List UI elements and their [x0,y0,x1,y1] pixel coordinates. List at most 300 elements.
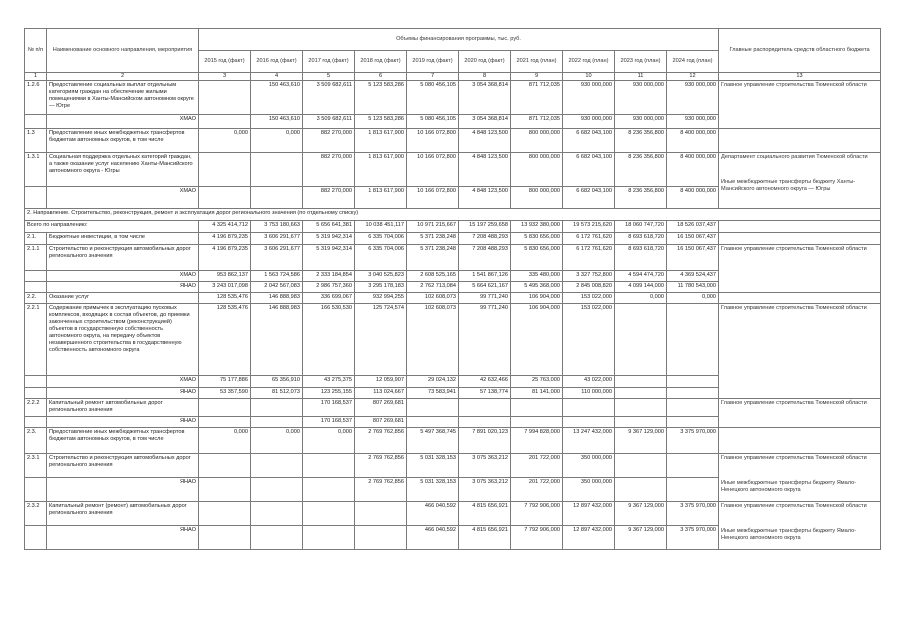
manager-cell [719,244,881,292]
value-cell [615,303,667,375]
document-page [24,28,880,550]
value-cell: 29 024,132 [407,375,459,387]
value-cell: 110 000,000 [563,387,615,398]
header-year: 2019 год (факт) [407,51,459,73]
value-cell: 99 771,240 [459,292,511,303]
value-cell: 2 769 762,856 [355,427,407,453]
value-cell: 170 168,537 [303,416,355,427]
value-cell: 6 682 043,100 [563,152,615,186]
value-cell [199,80,251,114]
value-cell: 6 682 043,100 [563,128,615,152]
value-cell [303,525,355,549]
table-row [25,80,881,114]
column-number: 11 [615,73,667,81]
row-number: 2.1.1 [25,244,47,270]
value-cell: 4 196 879,235 [199,232,251,244]
row-number [25,375,47,387]
value-cell [251,477,303,501]
value-cell: 4 099 144,000 [615,281,667,292]
value-cell: 5 031 328,153 [407,477,459,501]
value-cell [199,525,251,549]
manager-cell [719,80,881,128]
value-cell: 3 040 525,823 [355,270,407,281]
header-financing: Объемы финансирования программы, тыс. руб. [199,29,719,51]
row-number: 1.2.6 [25,80,47,114]
value-cell: 882 270,000 [303,152,355,186]
value-cell: 6 172 761,620 [563,244,615,270]
header-manager: Главные распорядитель средств областного бюджета [719,29,881,73]
value-cell: 1 813 617,900 [355,128,407,152]
manager-text: Главное управление строительства Тюменской области [721,502,867,509]
row-number [25,186,47,208]
value-cell: 807 269,681 [355,398,407,416]
table-row [25,398,881,416]
value-cell: 123 255,155 [303,387,355,398]
value-cell: 5 123 583,286 [355,80,407,114]
value-cell: 7 208 488,293 [459,232,511,244]
value-cell: 350 000,000 [563,453,615,477]
manager-text: Департамент социального развития Тюменской области [721,153,868,160]
value-cell: 8 400 000,000 [667,152,719,186]
value-cell: 4 815 656,921 [459,525,511,549]
value-cell: 466 040,592 [407,501,459,525]
value-cell: 0,000 [303,427,355,453]
value-cell: 81 141,000 [511,387,563,398]
row-number: 1.3.1 [25,152,47,186]
column-number: 5 [303,73,355,81]
value-cell: 2 762 713,084 [407,281,459,292]
value-cell: 12 897 432,000 [563,501,615,525]
value-cell [407,416,459,427]
value-cell [407,398,459,416]
value-cell [563,416,615,427]
row-name: Строительство и реконструкция автомобильных дорог регионального значения [47,244,199,270]
manager-text: Главное управление строительства Тюменской области [721,245,867,252]
table-row [25,244,881,270]
value-cell [303,501,355,525]
value-cell [251,186,303,208]
header-year: 2015 год (факт) [199,51,251,73]
value-cell: 0,000 [615,292,667,303]
header-year: 2022 год (план) [563,51,615,73]
column-number: 13 [719,73,881,81]
manager-cell [719,292,881,303]
value-cell [667,303,719,375]
row-number: 2.2.2 [25,398,47,416]
value-cell: 6 335 704,006 [355,244,407,270]
value-cell: 0,000 [251,427,303,453]
value-cell [199,152,251,186]
row-name: Капитальный ремонт автомобильных дорог регионального значения [47,398,199,416]
value-cell: 153 022,000 [563,292,615,303]
value-cell: 4 369 524,437 [667,270,719,281]
value-cell: 11 780 543,000 [667,281,719,292]
table-row [25,128,881,152]
value-cell: 4 848 123,500 [459,128,511,152]
row-name: Предоставление иных межбюджетных трансфертов бюджетам автономных округов, в том числе [47,427,199,453]
value-cell: 42 632,466 [459,375,511,387]
manager-text: Иные межбюджетные трансферты бюджету Ямало-Ненецкого автономного округа [721,527,857,541]
value-cell: 5 080 456,105 [407,114,459,128]
row-name: Предоставление иных межбюджетных трансфертов бюджетам автономных округов, в том числе [47,128,199,152]
manager-cell [719,398,881,427]
value-cell: 1 541 867,126 [459,270,511,281]
column-number: 12 [667,73,719,81]
value-cell: 166 530,530 [303,303,355,375]
row-number: 2.3.2 [25,501,47,525]
value-cell: 6 172 761,620 [563,232,615,244]
row-number: 2.3.1 [25,453,47,477]
column-number: 4 [251,73,303,81]
value-cell: 73 583,941 [407,387,459,398]
header-year: 2017 год (факт) [303,51,355,73]
value-cell: 953 862,137 [199,270,251,281]
table-row [25,501,881,525]
section-row [25,208,881,220]
total-label: Всего по направлению: [25,220,199,232]
value-cell: 4 848 123,500 [459,152,511,186]
value-cell: 5 497 368,745 [407,427,459,453]
value-cell: 8 236 356,800 [615,128,667,152]
value-cell: 3 509 682,611 [303,114,355,128]
value-cell: 3 606 291,677 [251,232,303,244]
value-cell: 12 059,907 [355,375,407,387]
region-code: ЯНАО [47,387,199,398]
row-name: Бюджетные инвестиции, в том числе [47,232,199,244]
value-cell: 5 031 328,153 [407,453,459,477]
table-row [25,453,881,477]
value-cell: 102 608,073 [407,303,459,375]
header-year: 2023 год (план) [615,51,667,73]
column-number: 7 [407,73,459,81]
value-cell: 1 813 617,900 [355,186,407,208]
region-code: ЯНАО [47,525,199,549]
value-cell [355,501,407,525]
value-cell [667,398,719,416]
row-name: Содержание примычек в эксплуатацию пусковых комплексов, входящих в состав объектов, до приемки законченных строительством (реконструкцией) объектов в государственную собственность автономного округа, на передачу объектов незавершенного строительства в государственную собственность автономного округа [47,303,199,375]
value-cell: 8 693 618,720 [615,232,667,244]
value-cell: 150 463,610 [251,114,303,128]
row-name: Строительство и реконструкция автомобильных дорог регионального значения [47,453,199,477]
value-cell: 2 845 008,820 [563,281,615,292]
value-cell: 43 275,375 [303,375,355,387]
value-cell [667,477,719,501]
value-cell: 932 994,255 [355,292,407,303]
value-cell: 113 024,667 [355,387,407,398]
value-cell: 3 375 970,000 [667,427,719,453]
value-cell: 146 888,983 [251,292,303,303]
value-cell [667,387,719,398]
value-cell: 10 166 072,800 [407,128,459,152]
value-cell: 102 608,073 [407,292,459,303]
row-number: 1.3 [25,128,47,152]
row-name: Оказание услуг [47,292,199,303]
header-name: Наименование основного направления, мероприятия [47,29,199,73]
value-cell: 5 371 238,248 [407,244,459,270]
value-cell: 9 367 129,000 [615,525,667,549]
value-cell [199,453,251,477]
value-cell: 930 000,000 [563,114,615,128]
header-year: 2021 год (план) [511,51,563,73]
region-code: ЯНАО [47,281,199,292]
value-cell: 18 060 747,720 [615,220,667,232]
value-cell: 3 075 363,212 [459,453,511,477]
value-cell: 0,000 [199,427,251,453]
table-row [25,303,881,375]
value-cell: 53 357,590 [199,387,251,398]
manager-cell [719,501,881,549]
region-code: ХМАО [47,270,199,281]
value-cell: 8 400 000,000 [667,128,719,152]
value-cell [667,416,719,427]
value-cell: 25 763,000 [511,375,563,387]
value-cell: 106 904,000 [511,303,563,375]
value-cell: 3 075 363,212 [459,477,511,501]
column-number: 10 [563,73,615,81]
value-cell: 930 000,000 [667,114,719,128]
value-cell: 13 932 380,000 [511,220,563,232]
value-cell: 153 022,000 [563,303,615,375]
value-cell: 128 535,476 [199,292,251,303]
value-cell [459,398,511,416]
value-cell: 2 986 757,360 [303,281,355,292]
value-cell: 3 606 291,677 [251,244,303,270]
row-number [25,114,47,128]
value-cell: 6 335 704,006 [355,232,407,244]
value-cell: 8 236 356,800 [615,152,667,186]
table-row [25,152,881,186]
row-number: 2.2. [25,292,47,303]
table-row [25,232,881,244]
value-cell [251,398,303,416]
total-row [25,220,881,232]
value-cell: 10 166 072,800 [407,152,459,186]
value-cell: 3 243 017,098 [199,281,251,292]
value-cell: 882 270,000 [303,128,355,152]
value-cell: 807 269,681 [355,416,407,427]
value-cell: 3 375 970,000 [667,501,719,525]
value-cell: 7 792 906,000 [511,501,563,525]
value-cell: 18 526 037,437 [667,220,719,232]
value-cell: 10 166 072,800 [407,186,459,208]
value-cell: 930 000,000 [615,114,667,128]
value-cell: 5 656 641,381 [303,220,355,232]
value-cell: 57 138,774 [459,387,511,398]
column-number: 8 [459,73,511,81]
manager-cell [719,427,881,453]
row-number [25,416,47,427]
value-cell: 8 236 356,800 [615,186,667,208]
row-number [25,281,47,292]
value-cell [199,501,251,525]
value-cell [615,375,667,387]
value-cell: 5 495 368,000 [511,281,563,292]
value-cell: 2 333 184,854 [303,270,355,281]
value-cell [511,416,563,427]
value-cell [615,398,667,416]
value-cell: 65 356,910 [251,375,303,387]
value-cell [199,416,251,427]
region-code: ЯНАО [47,477,199,501]
row-name: Предоставление социальных выплат отдельным категориям граждан на обеспечение жилыми помещениями в Ханты-Мансийском автономном округе — Югре [47,80,199,114]
value-cell: 930 000,000 [615,80,667,114]
column-number: 6 [355,73,407,81]
value-cell: 43 022,000 [563,375,615,387]
manager-cell [719,128,881,152]
manager-cell [719,152,881,208]
value-cell [199,398,251,416]
value-cell: 99 771,240 [459,303,511,375]
value-cell: 5 830 656,000 [511,232,563,244]
value-cell: 2 042 567,083 [251,281,303,292]
value-cell: 7 891 020,123 [459,427,511,453]
value-cell [199,477,251,501]
value-cell: 8 693 618,720 [615,244,667,270]
row-number [25,270,47,281]
header-year: 2016 год (факт) [251,51,303,73]
column-number: 1 [25,73,47,81]
value-cell: 146 888,983 [251,303,303,375]
region-code: ХМАО [47,114,199,128]
value-cell: 10 971 215,667 [407,220,459,232]
value-cell: 0,000 [251,128,303,152]
value-cell: 1 563 724,586 [251,270,303,281]
value-cell: 12 897 432,000 [563,525,615,549]
value-cell: 0,000 [667,292,719,303]
value-cell: 5 319 942,314 [303,232,355,244]
value-cell: 5 830 656,000 [511,244,563,270]
manager-text: Иные межбюджетные трансферты бюджету Ханты-Мансийского автономного округа — Югры [721,178,856,192]
value-cell [615,387,667,398]
value-cell: 1 813 617,900 [355,152,407,186]
value-cell: 3 327 752,800 [563,270,615,281]
column-number: 3 [199,73,251,81]
value-cell: 882 270,000 [303,186,355,208]
value-cell: 15 197 259,658 [459,220,511,232]
row-number: 2.1. [25,232,47,244]
value-cell: 16 150 067,437 [667,244,719,270]
manager-cell [719,220,881,232]
value-cell: 125 724,574 [355,303,407,375]
value-cell: 201 722,000 [511,477,563,501]
manager-cell [719,232,881,244]
value-cell: 5 319 942,314 [303,244,355,270]
value-cell: 800 000,000 [511,186,563,208]
value-cell [251,525,303,549]
region-code: ХМАО [47,186,199,208]
value-cell [303,477,355,501]
value-cell [251,453,303,477]
manager-cell [719,453,881,501]
value-cell: 4 848 123,500 [459,186,511,208]
row-number [25,525,47,549]
row-number: 2.3. [25,427,47,453]
manager-text: Главное управление строительства Тюменской области [721,304,867,311]
value-cell [251,152,303,186]
value-cell: 3 375 970,000 [667,525,719,549]
value-cell: 75 177,886 [199,375,251,387]
value-cell: 7 792 906,000 [511,525,563,549]
row-number [25,477,47,501]
value-cell: 19 573 215,620 [563,220,615,232]
value-cell: 201 722,000 [511,453,563,477]
value-cell [251,501,303,525]
value-cell: 4 594 474,720 [615,270,667,281]
value-cell: 9 367 129,000 [615,427,667,453]
value-cell: 2 769 762,856 [355,477,407,501]
value-cell [459,416,511,427]
section-title: 2. Направление. Строительство, реконструкция, ремонт и эксплуатация дорог регионального значения (по отдельному списку) [25,208,881,220]
value-cell: 5 123 583,286 [355,114,407,128]
value-cell: 3 054 368,814 [459,114,511,128]
value-cell: 16 150 067,437 [667,232,719,244]
header-year: 2018 год (факт) [355,51,407,73]
value-cell: 3 509 682,611 [303,80,355,114]
manager-cell [719,303,881,398]
column-number: 9 [511,73,563,81]
value-cell: 3 295 178,183 [355,281,407,292]
value-cell [355,525,407,549]
region-code: ЯНАО [47,416,199,427]
value-cell: 800 000,000 [511,152,563,186]
value-cell: 9 367 129,000 [615,501,667,525]
value-cell [615,416,667,427]
value-cell: 871 712,035 [511,114,563,128]
row-number: 2.2.1 [25,303,47,375]
manager-text: Главное управление строительства Тюменской области [721,81,867,88]
value-cell [615,453,667,477]
manager-text: Главное управление строительства Тюменской области [721,399,867,406]
value-cell: 4 325 414,712 [199,220,251,232]
value-cell: 7 994 828,000 [511,427,563,453]
value-cell: 128 535,476 [199,303,251,375]
value-cell: 335 480,000 [511,270,563,281]
value-cell: 10 038 451,117 [355,220,407,232]
value-cell: 5 664 621,167 [459,281,511,292]
column-number: 2 [47,73,199,81]
region-code: ХМАО [47,375,199,387]
value-cell: 350 000,000 [563,477,615,501]
value-cell: 0,000 [199,128,251,152]
value-cell: 170 168,537 [303,398,355,416]
header-year: 2020 год (факт) [459,51,511,73]
value-cell: 3 753 180,663 [251,220,303,232]
value-cell: 106 904,000 [511,292,563,303]
value-cell: 5 371 238,248 [407,232,459,244]
manager-text: Иные межбюджетные трансферты бюджету Ямало-Ненецкого автономного округа [721,479,857,493]
value-cell: 81 512,073 [251,387,303,398]
table-row [25,427,881,453]
value-cell: 150 463,610 [251,80,303,114]
value-cell [667,453,719,477]
value-cell: 4 196 879,235 [199,244,251,270]
value-cell: 6 682 043,100 [563,186,615,208]
value-cell [251,416,303,427]
value-cell: 2 608 525,165 [407,270,459,281]
value-cell: 8 400 000,000 [667,186,719,208]
table-row [25,292,881,303]
row-number [25,387,47,398]
value-cell: 3 054 368,814 [459,80,511,114]
value-cell: 336 699,067 [303,292,355,303]
value-cell: 930 000,000 [667,80,719,114]
value-cell [511,398,563,416]
header-year: 2024 год (план) [667,51,719,73]
value-cell: 800 000,000 [511,128,563,152]
value-cell [615,477,667,501]
value-cell: 466 040,592 [407,525,459,549]
value-cell: 5 080 456,105 [407,80,459,114]
